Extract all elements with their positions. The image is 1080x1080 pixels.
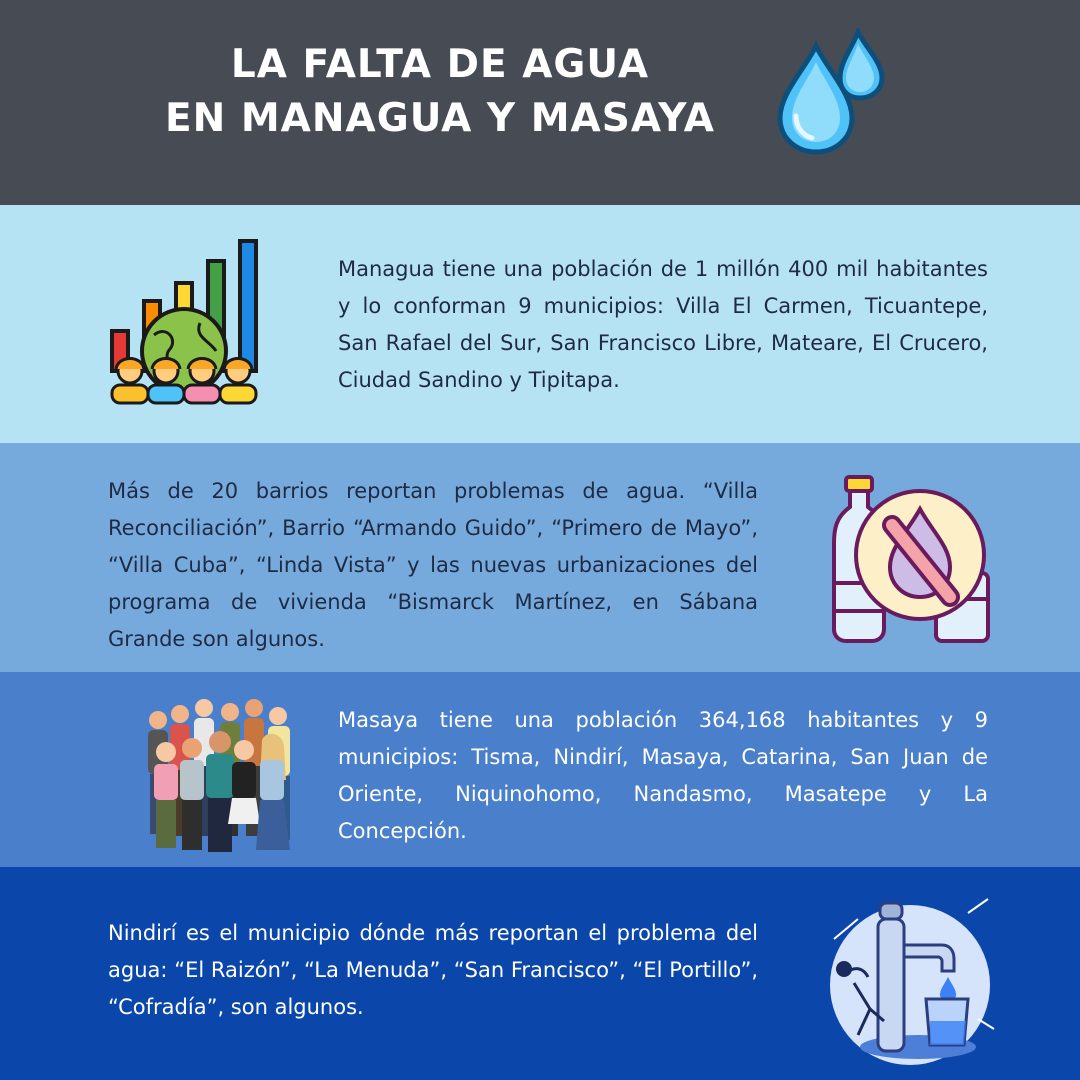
section-text: Nindirí es el municipio dónde más reportan el problema del agua: “El Raizón”, “La Menuda”, “San Francisco”, “El Portillo”, “Cofradía”, son algunos. <box>108 921 758 1019</box>
section-text: Más de 20 barrios reportan problemas de agua. “Villa Reconciliación”, Barrio “Armando Guido”, “Primero de Mayo”, “Villa Cuba”, “Linda Vista” y las nuevas urbanizaciones del programa de vivienda “Bismarck Martínez, en Sábana Grande son algunos. <box>108 479 758 651</box>
title-line-1: LA FALTA DE AGUA <box>230 42 650 87</box>
section-nindiri <box>0 867 1080 1080</box>
title-line-2: EN MANAGUA Y MASAYA <box>165 96 715 141</box>
water-drops-icon <box>776 28 896 158</box>
section-masaya-population <box>0 672 1080 867</box>
population-chart-icon <box>104 239 266 405</box>
crowd-illustration <box>140 690 300 856</box>
header <box>0 0 1080 205</box>
section-text: Managua tiene una población de 1 millón 400 mil habitantes y lo conforman 9 municipios: Villa El Carmen, Ticuantepe, San Rafael del Sur, San Francisco Libre, Mateare, El Crucero, Ciudad Sandino y Tipitapa. <box>338 257 988 392</box>
water-tap-illustration <box>818 889 996 1065</box>
section-managua-population <box>0 205 1080 443</box>
no-water-icon <box>832 473 990 645</box>
page-title <box>120 38 760 146</box>
section-barrios <box>0 443 1080 672</box>
section-text: Masaya tiene una población 364,168 habitantes y 9 municipios: Tisma, Nindirí, Masaya, Catarina, San Juan de Oriente, Niquinohomo, Nandasmo, Masatepe y La Concepción. <box>338 708 988 843</box>
